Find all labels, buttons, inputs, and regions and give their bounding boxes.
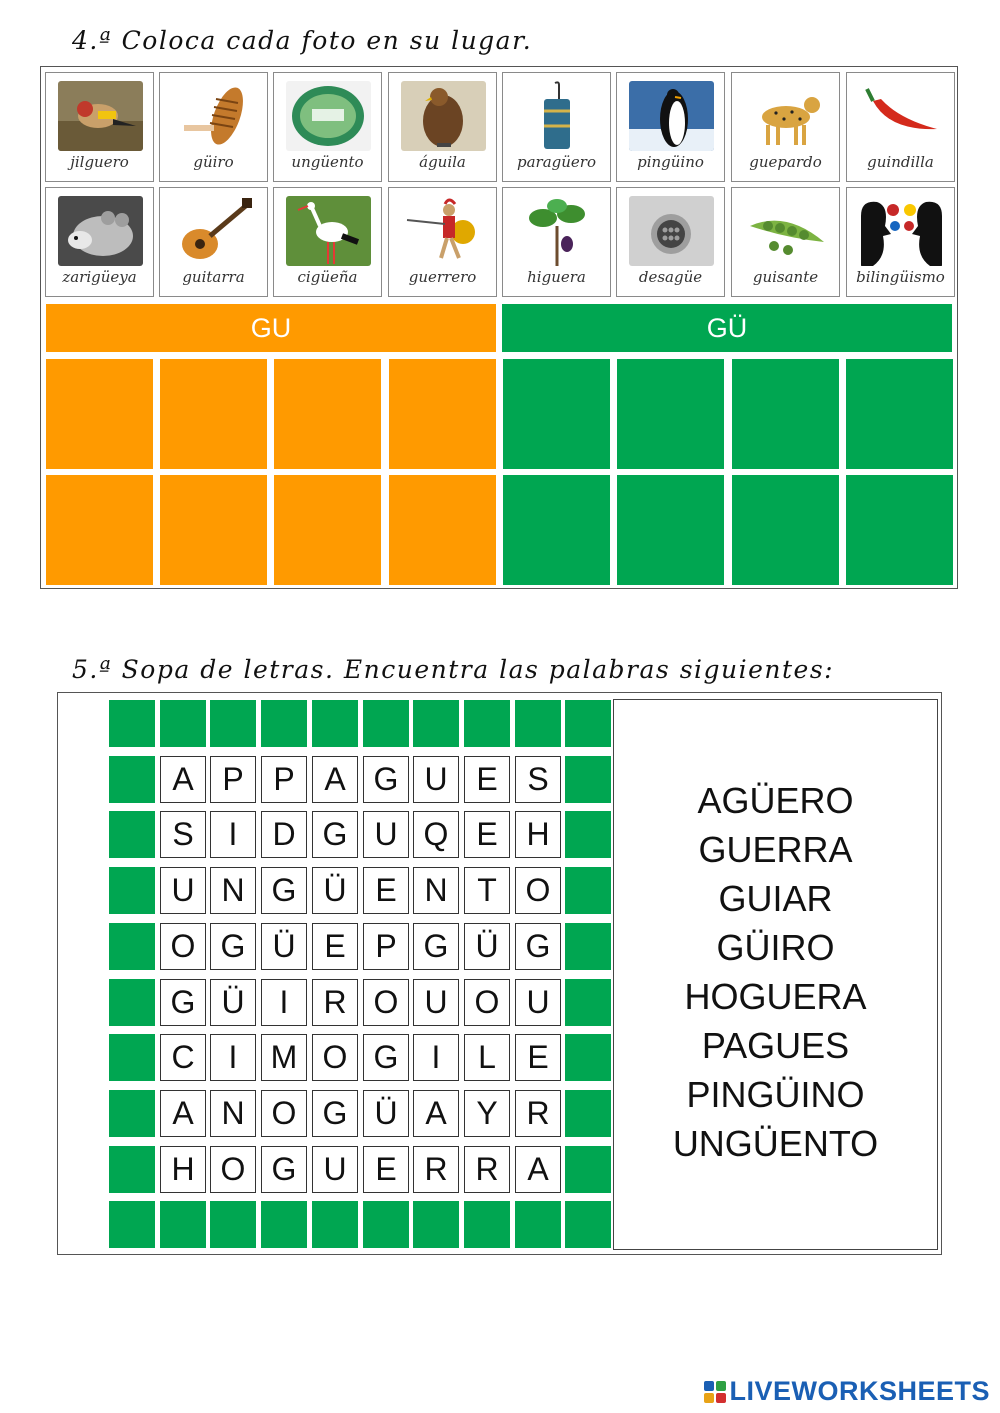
letter-cell[interactable]: Ü [464,923,510,970]
grid-border-cell [109,756,155,803]
gu-drop-slot[interactable] [274,475,381,585]
photo-word: cigüeña [297,268,358,286]
gue-drop-slot[interactable] [732,475,839,585]
photo-word: zarigüeya [62,268,137,286]
grid-border-cell [109,867,155,914]
gue-drop-slot[interactable] [617,475,724,585]
fig-tree-icon [515,196,600,266]
gue-category-header: GÜ [502,304,952,352]
photo-card-guiro[interactable] [159,72,268,182]
letter-cell[interactable]: I [210,811,256,858]
gu-drop-slot[interactable] [160,475,267,585]
goldfinch-icon [58,81,143,151]
photo-card-ciguena[interactable] [273,187,382,297]
letter-cell[interactable]: C [160,1034,206,1081]
photo-word: águila [419,153,466,171]
letter-cell[interactable]: D [261,811,307,858]
grid-border-cell [565,811,611,858]
photo-word: ungüento [291,153,364,171]
grid-border-cell [109,1146,155,1193]
letter-cell[interactable]: A [515,1146,561,1193]
letter-cell[interactable]: S [160,811,206,858]
letter-cell[interactable]: O [261,1090,307,1137]
letter-cell[interactable]: Ü [312,867,358,914]
grid-border-cell [515,700,561,747]
letter-cell[interactable]: E [312,923,358,970]
letter-cell[interactable]: A [160,1090,206,1137]
bilingual-heads-icon [859,196,944,266]
grid-border-cell [109,979,155,1026]
stork-icon [286,196,371,266]
letter-cell[interactable]: E [515,1034,561,1081]
grid-border-cell [565,867,611,914]
letter-cell[interactable]: Q [413,811,459,858]
letter-cell[interactable]: G [261,1146,307,1193]
opossum-icon [58,196,143,266]
grid-border-cell [261,1201,307,1248]
gu-drop-slot[interactable] [46,475,153,585]
letter-cell[interactable]: U [515,979,561,1026]
letter-cell[interactable]: O [312,1034,358,1081]
letter-cell[interactable]: N [210,867,256,914]
letter-cell[interactable]: Ü [261,923,307,970]
photo-word: guerrero [408,268,477,286]
photo-card-zarigueya[interactable] [45,187,154,297]
gu-drop-slot[interactable] [274,359,381,469]
letter-cell[interactable]: H [515,811,561,858]
grid-border-cell [312,1201,358,1248]
gue-drop-slot[interactable] [846,475,953,585]
gue-drop-slot[interactable] [732,359,839,469]
letter-cell[interactable]: R [464,1146,510,1193]
liveworksheets-logo [704,1376,990,1407]
photo-card-higuera[interactable] [502,187,611,297]
drain-icon [629,196,714,266]
word-list-item: GUERRA [698,829,853,870]
letter-cell[interactable]: O [515,867,561,914]
brand-name: LIVEWORKSHEETS [729,1376,990,1406]
grid-border-cell [109,700,155,747]
letter-cell[interactable]: R [515,1090,561,1137]
photo-card-guepardo[interactable] [731,72,840,182]
letter-cell[interactable]: U [160,867,206,914]
grid-border-cell [312,700,358,747]
grid-border-cell [565,979,611,1026]
letter-cell[interactable]: G [160,979,206,1026]
letter-cell[interactable]: O [210,1146,256,1193]
word-list-item: PAGUES [701,1025,850,1066]
photo-word: guindilla [867,153,934,171]
exercise-4-heading: 4.ª Coloca cada foto en su lugar. [72,26,533,55]
letter-cell[interactable]: E [363,867,409,914]
photo-word: guisante [752,268,819,286]
photo-word: bilingüismo [856,268,945,286]
photo-word: guitarra [182,268,245,286]
grid-border-cell [413,700,459,747]
photo-word: jilguero [70,153,129,171]
letter-cell[interactable]: U [312,1146,358,1193]
grid-border-cell [565,923,611,970]
word-list-item: UNGÜENTO [672,1123,879,1164]
grid-border-cell [210,700,256,747]
letter-cell[interactable]: R [413,1146,459,1193]
letter-cell[interactable]: I [413,1034,459,1081]
letter-cell[interactable]: E [464,756,510,803]
eagle-icon [401,81,486,151]
grid-border-cell [363,1201,409,1248]
gue-drop-slot[interactable] [617,359,724,469]
photo-card-bilinguismo[interactable] [846,187,955,297]
word-list-item: PINGÜINO [686,1074,865,1115]
letter-cell[interactable]: U [413,756,459,803]
photo-word: guepardo [749,153,822,171]
word-list-item: HOGUERA [684,976,867,1017]
penguin-icon [629,81,714,151]
letter-cell[interactable]: O [464,979,510,1026]
cheetah-icon [744,81,829,151]
grid-border-cell [565,700,611,747]
gue-drop-slot[interactable] [503,475,610,585]
word-list-item: AGÜERO [697,780,854,821]
letter-cell[interactable]: R [312,979,358,1026]
warrior-icon [401,196,486,266]
gu-category-header: GU [46,304,496,352]
letter-cell[interactable]: G [413,923,459,970]
liveworksheets-mark-icon [704,1381,726,1403]
ointment-jar-icon [286,81,371,151]
letter-cell[interactable]: A [160,756,206,803]
photo-card-guindilla[interactable] [846,72,955,182]
photo-word: pingüino [637,153,704,171]
letter-cell[interactable]: G [261,867,307,914]
word-list-item: GÜIRO [716,927,835,968]
gu-drop-slot[interactable] [46,359,153,469]
grid-border-cell [109,1034,155,1081]
photo-card-paraguero[interactable] [502,72,611,182]
photo-card-pinguino[interactable] [616,72,725,182]
grid-border-cell [565,1090,611,1137]
photo-card-guisante[interactable] [731,187,840,297]
grid-border-cell [565,1201,611,1248]
umbrella-stand-icon [515,81,600,151]
letter-cell[interactable]: S [515,756,561,803]
grid-border-cell [515,1201,561,1248]
letter-cell[interactable]: Y [464,1090,510,1137]
grid-border-cell [109,811,155,858]
letter-cell[interactable]: L [464,1034,510,1081]
letter-cell[interactable]: O [160,923,206,970]
grid-border-cell [109,1201,155,1248]
letter-cell[interactable]: A [413,1090,459,1137]
grid-border-cell [109,1090,155,1137]
grid-border-cell [363,700,409,747]
grid-border-cell [160,1201,206,1248]
photo-card-desague[interactable] [616,187,725,297]
letter-cell[interactable]: Ü [363,1090,409,1137]
letter-cell[interactable]: T [464,867,510,914]
letter-cell[interactable]: E [363,1146,409,1193]
grid-border-cell [160,700,206,747]
gu-drop-slot[interactable] [160,359,267,469]
letter-cell[interactable]: A [312,756,358,803]
photo-card-guitarra[interactable] [159,187,268,297]
photo-card-aguila[interactable] [388,72,497,182]
letter-cell[interactable]: G [515,923,561,970]
grid-border-cell [464,1201,510,1248]
photo-card-guerrero[interactable] [388,187,497,297]
letter-cell[interactable]: O [363,979,409,1026]
letter-cell[interactable]: U [413,979,459,1026]
grid-border-cell [565,1146,611,1193]
gue-drop-slot[interactable] [846,359,953,469]
gu-drop-slot[interactable] [389,359,496,469]
letter-cell[interactable]: G [210,923,256,970]
photo-word: güiro [193,153,234,171]
word-list-item: GUIAR [718,878,833,919]
letter-cell[interactable]: P [363,923,409,970]
grid-border-cell [109,923,155,970]
grid-border-cell [565,756,611,803]
photo-word: higuera [527,268,586,286]
letter-cell[interactable]: I [261,979,307,1026]
gu-drop-slot[interactable] [389,475,496,585]
photo-word: desagüe [638,268,703,286]
guiro-icon [172,81,257,151]
photo-card-jilguero[interactable] [45,72,154,182]
guitar-icon [172,196,257,266]
chili-pepper-icon [859,81,944,151]
photo-card-unguento[interactable] [273,72,382,182]
letter-cell[interactable]: G [312,811,358,858]
letter-cell[interactable]: G [363,1034,409,1081]
letter-cell[interactable]: U [363,811,409,858]
letter-cell[interactable]: N [210,1090,256,1137]
gue-drop-slot[interactable] [503,359,610,469]
letter-cell[interactable]: P [210,756,256,803]
letter-cell[interactable]: G [363,756,409,803]
letter-cell[interactable]: H [160,1146,206,1193]
letter-cell[interactable]: M [261,1034,307,1081]
letter-cell[interactable]: G [312,1090,358,1137]
exercise-5-heading: 5.ª Sopa de letras. Encuentra las palabras siguientes: [72,655,835,684]
grid-border-cell [464,700,510,747]
letter-cell[interactable]: P [261,756,307,803]
letter-cell[interactable]: E [464,811,510,858]
peas-icon [744,196,829,266]
photo-word: paragüero [517,153,596,171]
letter-cell[interactable]: Ü [210,979,256,1026]
grid-border-cell [210,1201,256,1248]
letter-cell[interactable]: N [413,867,459,914]
grid-border-cell [413,1201,459,1248]
letter-cell[interactable]: I [210,1034,256,1081]
grid-border-cell [565,1034,611,1081]
grid-border-cell [261,700,307,747]
